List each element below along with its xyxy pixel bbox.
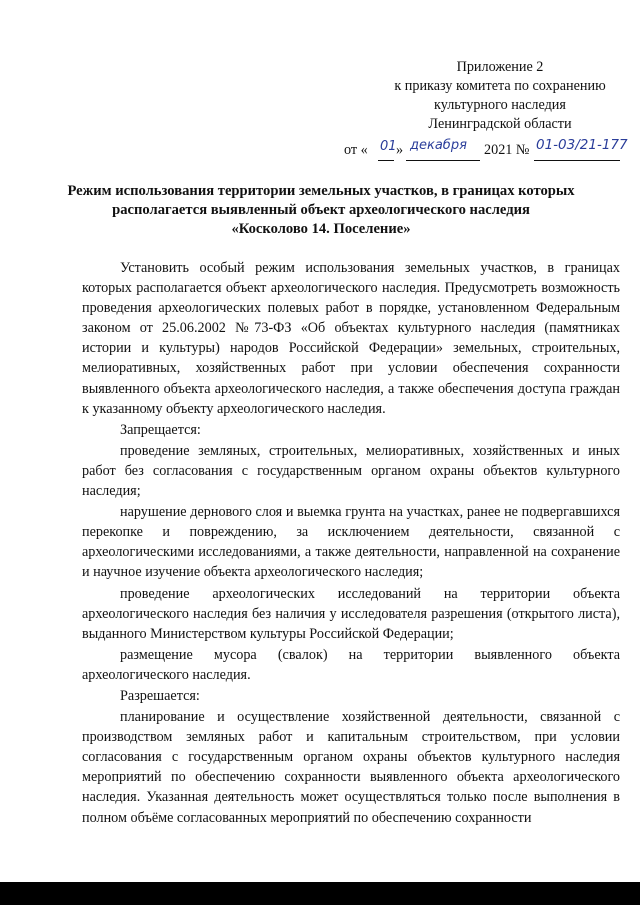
number-underline <box>534 160 620 161</box>
paragraph-regime: Установить особый режим использования земельных участков, в границах которых располагается объект археологического наследия. Предусмотреть возможность проведения археологических полевых работ в порядке, установленном Федеральным законом от 25.06.2002 №73-ФЗ «Об объектах культурного наследия (памятниках истории и культуры) народов Российской Федерации» земельных, строительных, мелиоративных, хозяйственных работ при условии обеспечения сохранности выявленного объекта археологического наследия, а также обеспечения доступа граждан к указанному объекту археологического наследия. <box>82 260 620 417</box>
paragraph-allowed-1: планирование и осуществление хозяйственной деятельности, связанной с производством земляных работ и капитальным строительством, при условии согласования с государственным органом охраны объектов культурного наследия мероприятий по обеспечению сохранности выявленного объекта археологического наследия. Указанная деятельность может осуществляться только после выполнения в полном объёме согласованных мероприятий по обеспечению сохранности <box>82 709 620 826</box>
appendix-header <box>380 58 620 134</box>
paragraph-prohibited-1: проведение земляных, строительных, мелиоративных, хозяйственных и иных работ без согласования с государственным органом охраны объектов культурного наследия; <box>82 442 620 500</box>
day-underline <box>378 160 394 161</box>
appendix-committee: культурного наследия <box>434 97 566 113</box>
order-month: декабря <box>410 138 467 153</box>
title-line-2: располагается выявленный объект археологического наследия <box>112 202 530 218</box>
document-body <box>82 258 620 828</box>
paragraph-allowed-heading: Разрешается: <box>120 687 200 704</box>
title-line-1: Режим использования территории земельных участков, в границах которых <box>67 183 575 199</box>
order-number: 01-03/21-177 <box>536 137 628 153</box>
document-title <box>66 182 576 239</box>
month-underline <box>406 160 480 161</box>
order-year-label: 2021 № <box>484 142 530 158</box>
order-date-number-line <box>344 137 628 166</box>
paragraph-prohibited-3: проведение археологических исследований на территории объекта археологического наследия без наличия у исследователя разрешения (открытого листа), выданного Министерством культуры Российской Федерации; <box>82 585 620 642</box>
paragraph-prohibited-4: размещение мусора (свалок) на территории выявленного объекта археологического наследия. <box>82 646 620 683</box>
order-day: 01 <box>380 139 397 154</box>
scan-bottom-edge <box>0 882 640 905</box>
appendix-region: Ленинградской области <box>428 116 572 132</box>
paragraph-prohibited-heading: Запрещается: <box>120 421 201 438</box>
title-line-3: «Косколово 14. Поселение» <box>231 221 411 237</box>
order-quote-close: » <box>396 142 404 158</box>
appendix-title: Приложение 2 <box>456 59 544 75</box>
paragraph-prohibited-2: нарушение дернового слоя и выемка грунта на участках, ранее не подвергавшихся перекопке и повреждению, за исключением деятельности, связанной с археологическими исследованиями, а также деятельности, направленной на сохранение и научное изучение объекта археологического наследия; <box>82 504 620 581</box>
appendix-order-ref: к приказу комитета по сохранению <box>394 78 606 94</box>
order-from-label: от « <box>344 142 368 158</box>
